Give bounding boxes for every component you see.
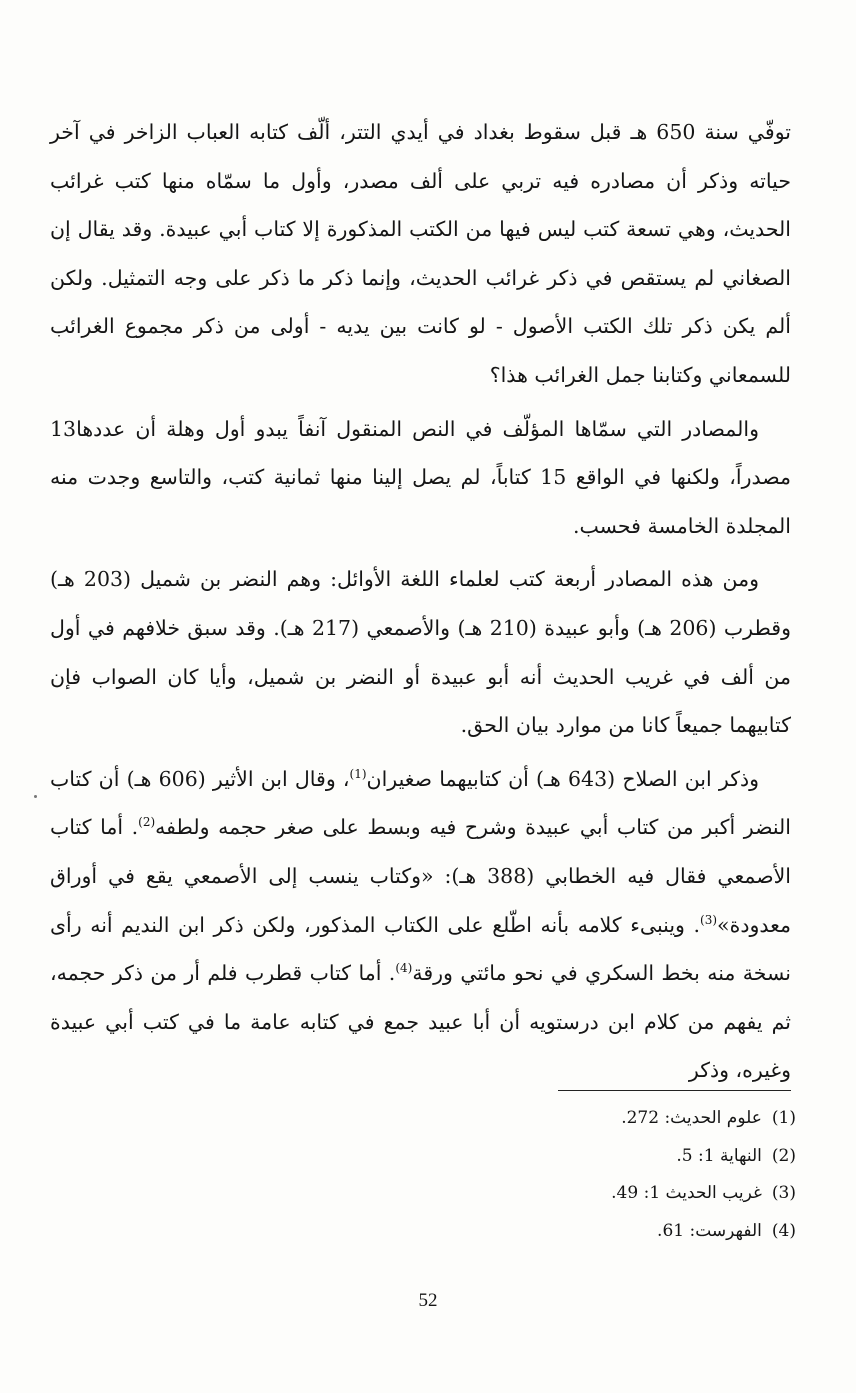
footnote-1 bbox=[520, 1100, 796, 1138]
paragraph-text: . أما كتاب قطرب فلم أر من ذكر حجمه، ثم يفهم من كلام ابن درستويه أن أبا عبيد جمع في كتابه عامة ما في كتب أبي عبيدة وغيره، وذكر bbox=[50, 961, 791, 1083]
paragraph-text: ومن هذه المصادر أربعة كتب لعلماء اللغة الأوائل: وهم النضر بن شميل (203 هـ) وقطرب (206 هـ) وأبو عبيدة (210 هـ) والأصمعي (217 هـ). وقد سبق خلافهم في أول من ألف في غريب الحديث أنه أبو عبيدة أو النضر بن شميل، وأيا كان الصواب فإن كتابيهما جميعاً كانا من موارد بيان الحق. bbox=[50, 567, 792, 738]
footnote-text: غريب الحديث 1: 49. bbox=[611, 1183, 762, 1203]
paragraph-text: . وينبىء كلامه بأنه اطّلع على الكتاب المذكور، ولكن ذكر ابن النديم أنه رأى نسخة منه بخط السكري في نحو مائتي ورقة bbox=[50, 912, 791, 986]
paragraph-text: ، وقال ابن الأثير (606 هـ) أن كتاب النضر أكبر من كتاب أبي عبيدة وشرح فيه وبسط على صغر حجمه ولطفه bbox=[50, 766, 791, 840]
scan-speck bbox=[34, 795, 37, 798]
footnote-separator bbox=[558, 1090, 791, 1091]
footnote-text: الفهرست: 61. bbox=[657, 1220, 762, 1241]
paragraph-1 bbox=[50, 108, 791, 400]
paragraph-text: توفّي سنة 650 هـ قبل سقوط بغداد في أيدي التتر، ألّف كتابه العباب الزاخر في آخر حياته وذكر أن مصادره فيه تربي على ألف مصدر، وأول ما سمّاه منها كتب غرائب الحديث، وهي تسعة كتب ليس فيها من الكتب المذكورة إلا كتاب أبي عبيدة. وقد يقال إن الصغاني لم يستقص في ذكر غرائب الحديث، وإنما ذكر ما ذكر على وجه التمثيل. ولكن ألم يكن ذكر تلك الكتب الأصول - لو كانت بين يديه - أولى من ذكر مجموع الغرائب للسمعاني وكتابنا جمل الغرائب هذا؟ bbox=[50, 120, 791, 387]
footnote-ref-4: (4) bbox=[395, 961, 413, 976]
footnotes bbox=[520, 1100, 796, 1250]
footnote-ref-2: (2) bbox=[138, 815, 156, 830]
paragraph-text: والمصادر التي سمّاها المؤلّف في النص المنقول آنفاً يبدو أول وهلة أن عددها13 مصدراً، ولكنها في الواقع 15 كتاباً، لم يصل إلينا منها ثمانية كتب، والتاسع وجدت منه المجلدة الخامسة فحسب. bbox=[50, 416, 791, 538]
main-text bbox=[50, 108, 791, 1100]
paragraph-2 bbox=[50, 405, 791, 551]
footnote-2 bbox=[520, 1138, 796, 1176]
paragraph-4 bbox=[50, 755, 791, 1095]
footnote-number: (2) bbox=[771, 1145, 796, 1166]
footnote-text: النهاية 1: 5. bbox=[676, 1145, 762, 1166]
footnote-3 bbox=[520, 1175, 796, 1213]
footnote-number: (3) bbox=[771, 1183, 796, 1203]
footnote-text: علوم الحديث: 272. bbox=[621, 1108, 762, 1128]
footnote-ref-1: (1) bbox=[349, 766, 367, 781]
footnote-number: (4) bbox=[771, 1220, 796, 1241]
paragraph-text: وذكر ابن الصلاح (643 هـ) أن كتابيهما صغيران bbox=[366, 766, 759, 791]
footnote-number: (1) bbox=[771, 1108, 796, 1128]
paragraph-3 bbox=[50, 555, 791, 749]
paragraph-text: . أما كتاب الأصمعي فقال فيه الخطابي (388 هـ): «وكتاب ينسب إلى الأصمعي يقع في أوراق معدودة» bbox=[50, 815, 791, 937]
page-number: 52 bbox=[418, 1290, 438, 1311]
footnote-4 bbox=[520, 1213, 796, 1251]
footnote-ref-3: (3) bbox=[700, 912, 718, 927]
